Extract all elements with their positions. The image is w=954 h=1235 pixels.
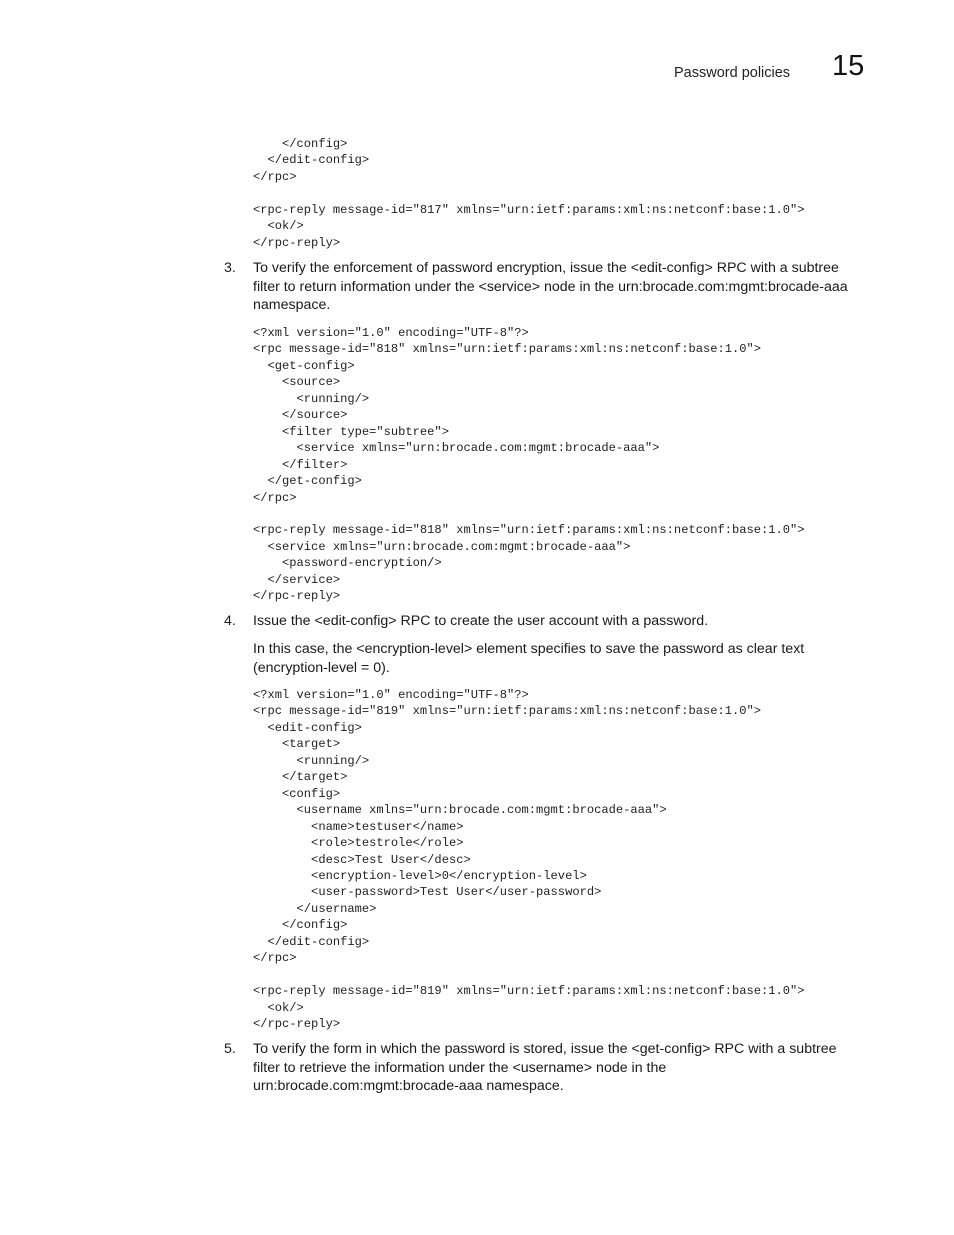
- step-4-text: Issue the <edit-config> RPC to create the user account with a password.: [253, 613, 709, 629]
- step-5-number: 5.: [224, 1041, 236, 1057]
- step-4-paragraph: In this case, the <encryption-level> element specifies to save the password as clear text (encryption-level = 0).: [253, 641, 805, 676]
- step-5-text: To verify the form in which the password is stored, issue the <get-config> RPC with a subtree filter to retrieve the information under the <username> node in the urn:brocade.com:mgmt:brocade-aaa namespace.: [253, 1041, 837, 1095]
- step-5: [224, 1040, 864, 1096]
- code-block-rpc-819: <?xml version="1.0" encoding="UTF-8"?> <rpc message-id="819" xmlns="urn:ietf:params:xml:ns:netconf:base:1.0"> <edit-config> <target> <running/> </target> <config> <username xmlns="urn:brocade.com:mgmt:brocade-aaa"> <name>testuser</name> <role>testrole</role> <desc>Test User</desc> <encryption-level>0</encryption-level> <user-password>Test User</user-password> </username> </config> </edit-config> </rpc> <rpc-reply message-id="819" xmlns="urn:ietf:params:xml:ns:netconf:base:1.0"> <ok/> </rpc-reply>: [253, 688, 805, 1032]
- code-block-rpc-818: <?xml version="1.0" encoding="UTF-8"?> <rpc message-id="818" xmlns="urn:ietf:params:xml:ns:netconf:base:1.0"> <get-config> <source> <running/> </source> <filter type="subtree"> <service xmlns="urn:brocade.com:mgmt:brocade-aaa"> </filter> </get-config> </rpc> <rpc-reply message-id="818" xmlns="urn:ietf:params:xml:ns:netconf:base:1.0"> <service xmlns="urn:brocade.com:mgmt:brocade-aaa"> <password-encryption/> </service> </rpc-reply>: [253, 326, 805, 604]
- step-4: [224, 612, 864, 631]
- step-3-number: 3.: [224, 260, 236, 276]
- step-4-number: 4.: [224, 613, 236, 629]
- code-block-rpc-reply-817: </config> </edit-config> </rpc> <rpc-reply message-id="817" xmlns="urn:ietf:params:xml:ns:netconf:base:1.0"> <ok/> </rpc-reply>: [253, 137, 805, 250]
- step-3: [224, 259, 864, 315]
- chapter-number: 15: [832, 50, 865, 82]
- running-header-title: Password policies: [674, 65, 791, 81]
- step-3-text: To verify the enforcement of password encryption, issue the <edit-config> RPC with a subtree filter to return information under the <service> node in the urn:brocade.com:mgmt:brocade-aaa namespace.: [253, 260, 848, 314]
